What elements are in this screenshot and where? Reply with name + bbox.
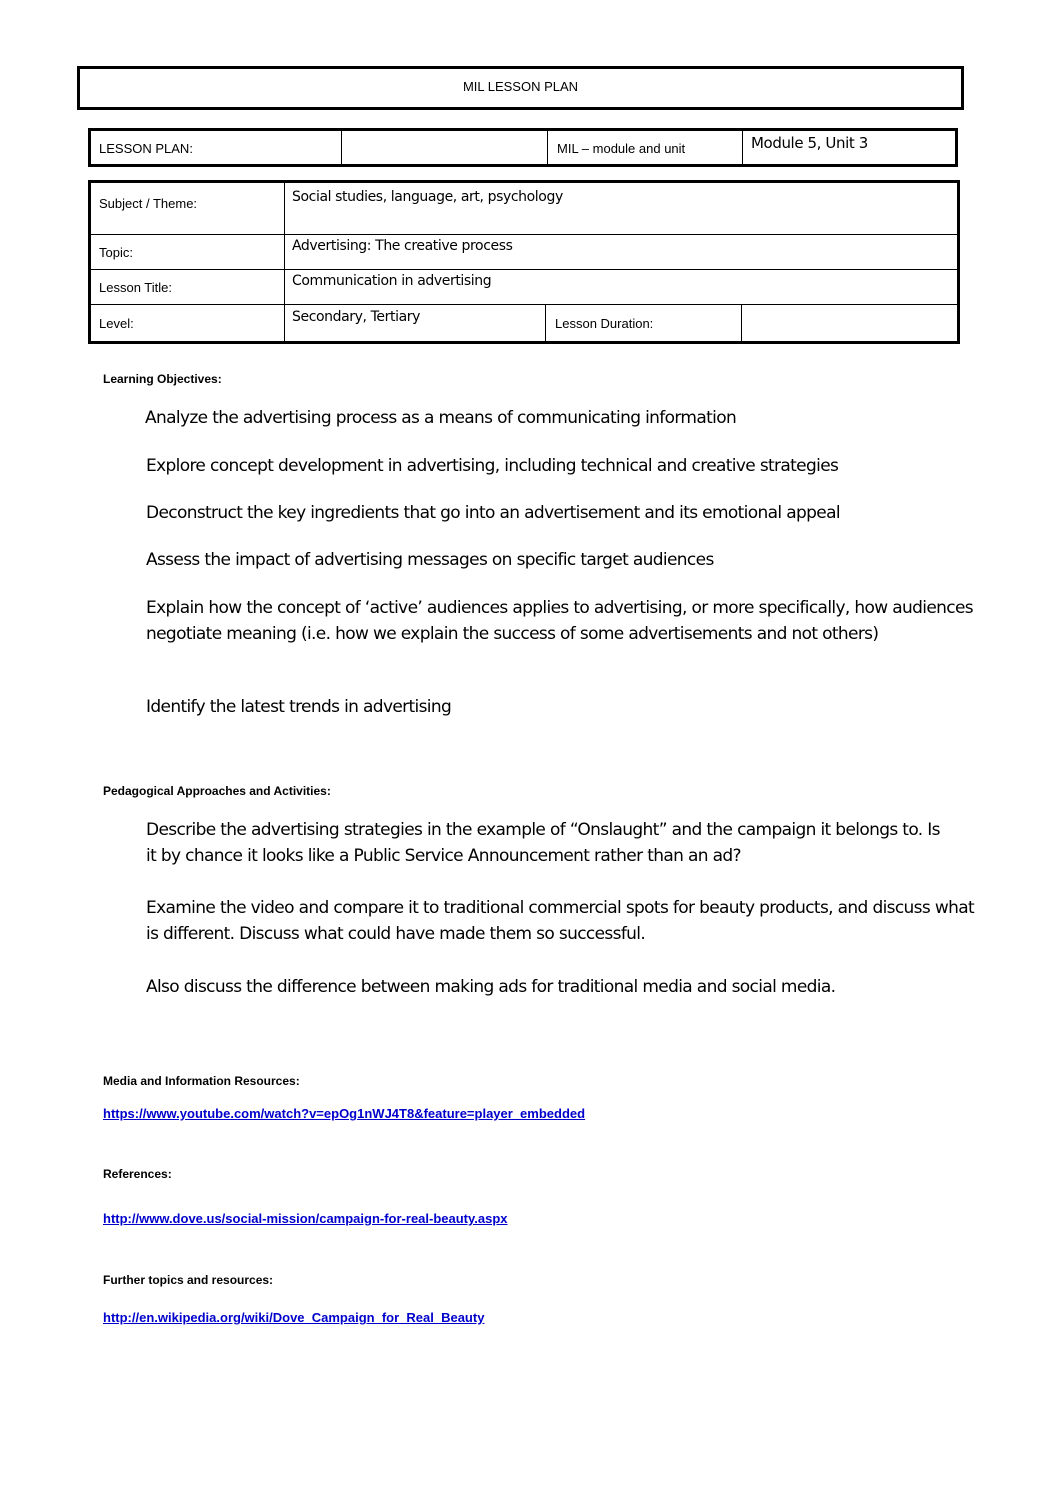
topic-label: Topic:: [99, 245, 133, 260]
media-resource-link[interactable]: https://www.youtube.com/watch?v=epOg1nWJ4T8&feature=player_embedded: [103, 1106, 586, 1121]
objective-item: Explore concept development in advertising, including technical and creative strategies: [146, 456, 839, 476]
objective-item: Explain how the concept of ‘active’ audiences applies to advertising, or more specifically, how audiences negotiate meaning (i.e. how we explain the success of some advertisements and not others): [146, 598, 974, 644]
subject-value: Social studies, language, art, psychology: [292, 189, 563, 205]
subject-row: [91, 183, 957, 234]
media-resources-heading: Media and Information Resources:: [103, 1074, 300, 1088]
objective-item: Assess the impact of advertising messages on specific target audiences: [146, 550, 714, 570]
further-topics-link[interactable]: http://en.wikipedia.org/wiki/Dove_Campaign_for_Real_Beauty: [103, 1310, 485, 1325]
duration-divider: [741, 305, 742, 342]
module-label-cell: [547, 131, 743, 164]
objective-item: Deconstruct the key ingredients that go into an advertisement and its emotional appeal: [146, 503, 840, 523]
activity-item: Describe the advertising strategies in the example of “Onslaught” and the campaign it belongs to. Is it by chance it looks like a Public Service Announcement rather than an ad?: [146, 820, 940, 866]
module-value: Module 5, Unit 3: [751, 134, 868, 152]
duration-label: Lesson Duration:: [555, 316, 654, 331]
module-value-cell: [742, 131, 955, 164]
subject-label: Subject / Theme:: [99, 196, 198, 211]
level-row: [91, 304, 957, 342]
objective-item: Identify the latest trends in advertising: [146, 697, 452, 717]
topic-row: [91, 234, 957, 269]
document-title-box: [77, 66, 964, 110]
reference-link[interactable]: http://www.dove.us/social-mission/campaign-for-real-beauty.aspx: [103, 1211, 508, 1226]
document-title: MIL LESSON PLAN: [462, 79, 579, 94]
lesson-plan-header-table: [88, 128, 958, 167]
level-value: Secondary, Tertiary: [292, 309, 420, 325]
further-topics-heading: Further topics and resources:: [103, 1273, 274, 1287]
module-label: MIL – module and unit: [557, 141, 686, 156]
level-label: Level:: [99, 316, 134, 331]
activity-item: Also discuss the difference between making ads for traditional media and social media.: [146, 977, 836, 997]
activity-item: Examine the video and compare it to traditional commercial spots for beauty products, and discuss what is different. Discuss what could have made them so successful.: [146, 898, 975, 944]
learning-objectives-heading: Learning Objectives:: [103, 372, 222, 386]
topic-value: Advertising: The creative process: [292, 238, 513, 254]
lesson-plan-value-cell: [341, 131, 548, 164]
level-divider: [545, 305, 546, 342]
objective-item: Analyze the advertising process as a means of communicating information: [145, 408, 737, 428]
lesson-plan-label: LESSON PLAN:: [99, 141, 193, 156]
lesson-title-row: [91, 269, 957, 304]
lesson-plan-label-cell: [91, 131, 341, 164]
lesson-details-table: [88, 180, 960, 344]
lesson-title-label: Lesson Title:: [99, 280, 172, 295]
pedagogical-heading: Pedagogical Approaches and Activities:: [103, 784, 331, 798]
references-heading: References:: [103, 1167, 172, 1181]
lesson-title-value: Communication in advertising: [292, 273, 492, 289]
